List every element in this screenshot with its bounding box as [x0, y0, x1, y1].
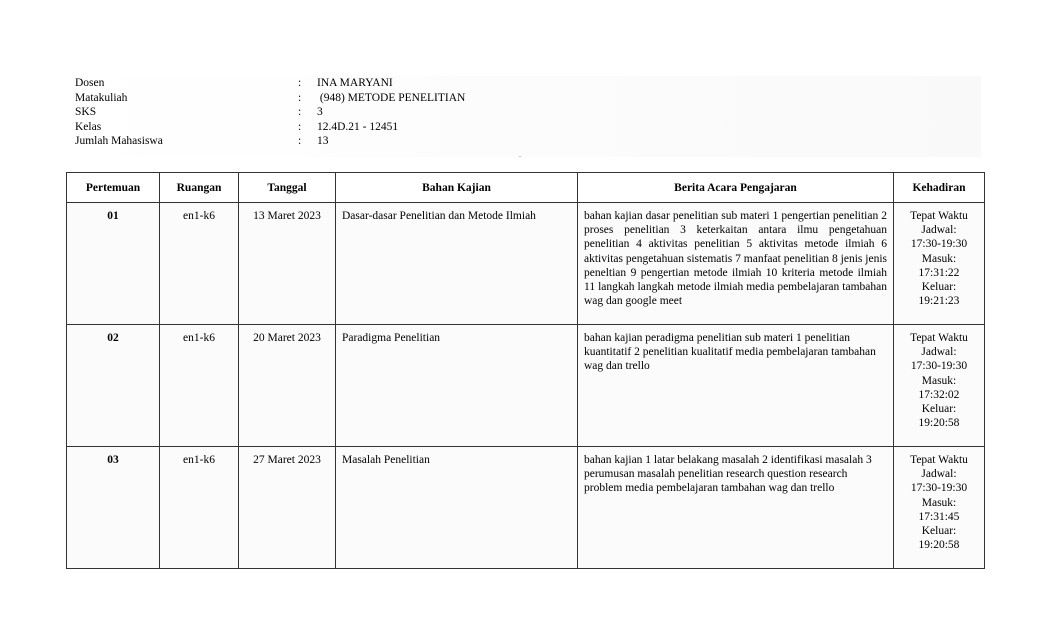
- info-colon: :: [298, 77, 302, 89]
- room-cell: en1-k6: [160, 325, 239, 447]
- room-cell: en1-k6: [160, 447, 239, 569]
- info-row-course: [75, 91, 981, 106]
- check-in-time: 17:31:45: [918, 510, 960, 523]
- info-colon: :: [298, 106, 302, 119]
- check-out-time: 19:20:58: [918, 539, 960, 552]
- check-in-label: Masuk:: [921, 252, 957, 265]
- info-colon: :: [298, 120, 302, 133]
- info-row-lecturer: [75, 76, 981, 91]
- info-colon: :: [298, 91, 302, 104]
- meeting-number: 03: [67, 447, 160, 569]
- table-row: [67, 203, 985, 325]
- info-label: Dosen: [75, 77, 105, 89]
- date-cell: 20 Maret 2023: [239, 325, 336, 447]
- check-in-time: 17:31:22: [918, 266, 960, 279]
- divider-mark: .: [519, 150, 521, 159]
- table-header-row: [67, 173, 985, 203]
- check-out-time: 19:20:58: [918, 417, 960, 430]
- report-cell: bahan kajian 1 latar belakang masalah 2 identifikasi masalah 3 perumusan masalah penelitian research question research problem media pembelajaran tambahan wag dan trello: [578, 447, 894, 569]
- info-label: Matakuliah: [75, 91, 128, 104]
- attendance-status: Tepat Waktu: [910, 454, 968, 466]
- table-row: [67, 447, 985, 569]
- info-row-students: [75, 134, 981, 149]
- check-out-label: Keluar:: [921, 403, 957, 416]
- column-header-date: Tanggal: [239, 173, 336, 203]
- schedule-label: Jadwal:: [921, 346, 957, 359]
- info-label: SKS: [75, 106, 97, 119]
- check-in-label: Masuk:: [921, 496, 957, 509]
- meeting-number: 01: [67, 203, 160, 325]
- info-label: Jumlah Mahasiswa: [75, 135, 163, 148]
- report-cell: bahan kajian peradigma penelitian sub materi 1 penelitian kuantitatif 2 penelitian kualitatif media pembelajaran tambahan wag dan trello: [578, 325, 894, 447]
- attendance-cell: [894, 203, 985, 325]
- check-in-time: 17:32:02: [918, 388, 960, 401]
- schedule-time: 17:30-19:30: [910, 360, 968, 373]
- column-header-report: Berita Acara Pengajaran: [578, 173, 894, 203]
- check-out-label: Keluar:: [921, 281, 957, 294]
- info-value: INA MARYANI: [317, 77, 393, 89]
- column-header-room: Ruangan: [160, 173, 239, 203]
- info-row-sks: [75, 105, 981, 120]
- info-label: Kelas: [75, 120, 102, 133]
- date-cell: 13 Maret 2023: [239, 203, 336, 325]
- info-value: 12.4D.21 - 12451: [317, 120, 399, 133]
- meeting-number: 02: [67, 325, 160, 447]
- check-out-label: Keluar:: [921, 525, 957, 538]
- schedule-label: Jadwal:: [921, 468, 957, 481]
- attendance-cell: [894, 447, 985, 569]
- info-value: 13: [317, 135, 329, 148]
- topic-cell: Dasar-dasar Penelitian dan Metode Ilmiah: [336, 203, 578, 325]
- schedule-time: 17:30-19:30: [910, 238, 968, 251]
- teaching-report-table: [66, 172, 985, 569]
- info-value: (948) METODE PENELITIAN: [317, 91, 466, 104]
- attendance-cell: [894, 325, 985, 447]
- topic-cell: Masalah Penelitian: [336, 447, 578, 569]
- schedule-label: Jadwal:: [921, 224, 957, 237]
- room-cell: en1-k6: [160, 203, 239, 325]
- report-cell: bahan kajian dasar penelitian sub materi 1 pengertian penelitian 2 proses penelitian 3 keterkaitan antara ilmu pengetahuan penelitian 4 aktivitas penelitian 5 aktivitas metode ilmiah 6 aktivitas pengetahuan sistematis 7 manfaat penelitian 8 jenis jenis peneltian 9 pengertian metode ilmiah 10 kriteria metode ilmiah 11 langkah langkah metode ilmiah media pembelajaran tambahan wag dan google meet: [578, 203, 894, 325]
- column-header-attendance: Kehadiran: [894, 173, 985, 203]
- schedule-time: 17:30-19:30: [910, 482, 968, 495]
- info-colon: :: [298, 135, 302, 148]
- course-info: [75, 76, 981, 157]
- table-row: [67, 325, 985, 447]
- column-header-topic: Bahan Kajian: [336, 173, 578, 203]
- info-row-class: [75, 120, 981, 135]
- check-out-time: 19:21:23: [918, 295, 960, 308]
- attendance-status: Tepat Waktu: [910, 332, 968, 344]
- topic-cell: Paradigma Penelitian: [336, 325, 578, 447]
- date-cell: 27 Maret 2023: [239, 447, 336, 569]
- info-value: 3: [317, 106, 323, 119]
- check-in-label: Masuk:: [921, 374, 957, 387]
- attendance-status: Tepat Waktu: [910, 210, 968, 222]
- column-header-meeting: Pertemuan: [67, 173, 160, 203]
